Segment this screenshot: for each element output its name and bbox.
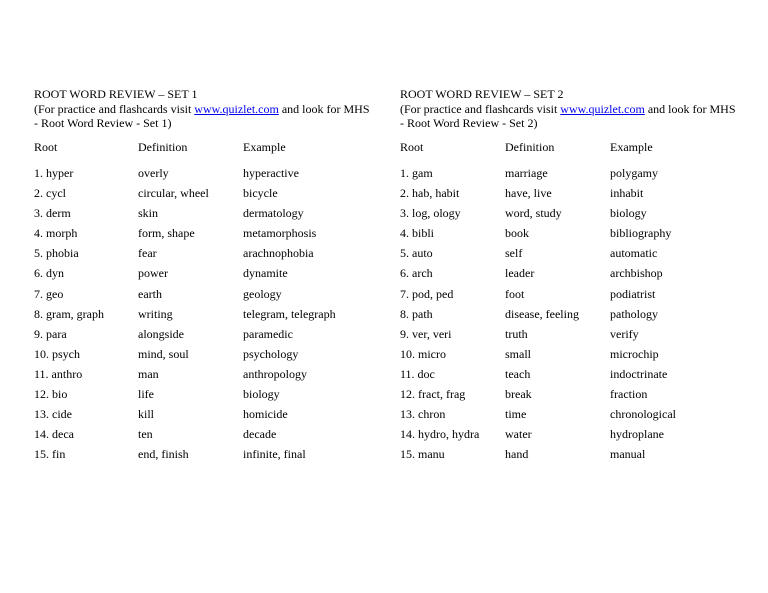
cell-definition: hand	[505, 447, 529, 462]
cell-root: 13. cide	[34, 407, 72, 422]
cell-example: podiatrist	[610, 286, 656, 301]
cell-definition: word, study	[505, 206, 562, 221]
cell-definition: form, shape	[138, 226, 195, 241]
cell-root: 13. chron	[400, 407, 446, 422]
set-2-note-line-2: - Root Word Review - Set 2)	[400, 116, 538, 130]
cell-definition: kill	[138, 407, 155, 422]
cell-definition: truth	[505, 326, 528, 341]
cell-example: anthropology	[243, 366, 307, 381]
cell-example: biology	[610, 206, 647, 221]
cell-example: hydroplane	[610, 427, 664, 442]
cell-example: infinite, final	[243, 447, 306, 462]
set-1-heading	[34, 87, 370, 131]
cell-example: bicycle	[243, 186, 278, 201]
cell-definition: circular, wheel	[138, 186, 209, 201]
set-2-title: ROOT WORD REVIEW – SET 2	[400, 87, 564, 101]
column-header-definition: Definition	[505, 140, 555, 154]
cell-root: 4. morph	[34, 226, 78, 241]
cell-root: 1. hyper	[34, 166, 74, 180]
set-2-section	[400, 87, 736, 462]
set-2-quizlet-link[interactable]: www.quizlet.com	[560, 101, 645, 116]
cell-root: 6. dyn	[34, 266, 64, 281]
cell-example: indoctrinate	[610, 366, 668, 381]
cell-example: geology	[243, 286, 282, 301]
cell-definition: power	[138, 266, 168, 281]
cell-example: fraction	[610, 387, 648, 402]
cell-example: dermatology	[243, 206, 304, 221]
cell-definition: writing	[138, 306, 173, 321]
cell-definition: leader	[505, 266, 535, 281]
cell-root: 14. deca	[34, 427, 74, 442]
cell-root: 7. pod, ped	[400, 286, 454, 301]
cell-definition: book	[505, 226, 529, 241]
cell-example: chronological	[610, 407, 676, 422]
cell-definition: have, live	[505, 186, 552, 201]
cell-definition: teach	[505, 366, 531, 381]
cell-definition: skin	[138, 206, 159, 221]
set-1-note	[34, 102, 370, 117]
cell-example: arachnophobia	[243, 246, 314, 261]
cell-definition: man	[138, 366, 159, 381]
cell-root: 9. ver, veri	[400, 326, 452, 341]
cell-example: microchip	[610, 346, 659, 361]
cell-definition: break	[505, 387, 532, 402]
cell-definition: life	[138, 387, 154, 402]
cell-definition: ten	[138, 427, 153, 442]
cell-example: archbishop	[610, 266, 663, 281]
cell-definition: disease, feeling	[505, 306, 579, 321]
cell-root: 12. bio	[34, 387, 68, 402]
set-2-note-prefix: (For practice and flashcards visit	[400, 101, 561, 116]
cell-root: 10. psych	[34, 346, 80, 361]
cell-example: polygamy	[610, 166, 658, 180]
set-2-heading	[400, 87, 736, 131]
cell-example: verify	[610, 326, 639, 341]
cell-root: 9. para	[34, 326, 67, 341]
cell-root: 8. gram, graph	[34, 306, 104, 321]
cell-definition: earth	[138, 286, 162, 301]
cell-definition: end, finish	[138, 447, 189, 462]
cell-definition: self	[505, 246, 523, 261]
cell-example: hyperactive	[243, 166, 299, 180]
cell-example: biology	[243, 387, 280, 402]
cell-example: inhabit	[610, 186, 644, 201]
set-1-note-suffix: and look for MHS	[278, 101, 370, 116]
cell-definition: alongside	[138, 326, 184, 341]
cell-root: 11. anthro	[34, 366, 83, 381]
cell-root: 4. bibli	[400, 226, 435, 241]
cell-example: pathology	[610, 306, 658, 321]
cell-definition: foot	[505, 286, 525, 301]
cell-root: 12. fract, frag	[400, 387, 466, 402]
cell-example: bibliography	[610, 226, 672, 241]
cell-example: dynamite	[243, 266, 288, 281]
cell-root: 2. cycl	[34, 186, 66, 201]
set-2-note-suffix: and look for MHS	[644, 101, 736, 116]
cell-definition: time	[505, 407, 527, 422]
column-header-root: Root	[400, 140, 424, 154]
cell-example: telegram, telegraph	[243, 306, 336, 321]
cell-root: 7. geo	[34, 286, 64, 301]
cell-root: 14. hydro, hydra	[400, 427, 480, 442]
cell-root: 15. manu	[400, 447, 445, 462]
cell-root: 11. doc	[400, 366, 435, 381]
cell-root: 15. fin	[34, 447, 66, 462]
cell-example: manual	[610, 447, 646, 462]
cell-root: 2. hab, habit	[400, 186, 460, 201]
column-header-definition: Definition	[138, 140, 188, 154]
set-2-note	[400, 102, 736, 117]
cell-definition: water	[505, 427, 532, 442]
cell-root: 5. phobia	[34, 246, 79, 261]
cell-root: 3. log, ology	[400, 206, 461, 221]
set-1-note-prefix: (For practice and flashcards visit	[34, 101, 195, 116]
cell-example: homicide	[243, 407, 288, 422]
cell-example: automatic	[610, 246, 658, 261]
column-header-root: Root	[34, 140, 58, 154]
cell-definition: fear	[138, 246, 157, 261]
cell-example: psychology	[243, 346, 299, 361]
cell-root: 3. derm	[34, 206, 71, 221]
set-1-title: ROOT WORD REVIEW – SET 1	[34, 87, 198, 101]
cell-definition: overly	[138, 166, 169, 180]
cell-example: metamorphosis	[243, 226, 317, 241]
column-header-example: Example	[610, 140, 653, 154]
set-1-section	[34, 87, 370, 462]
cell-root: 5. auto	[400, 246, 433, 261]
cell-example: paramedic	[243, 326, 293, 341]
cell-definition: marriage	[505, 166, 548, 180]
cell-root: 10. micro	[400, 346, 446, 361]
cell-definition: small	[505, 346, 531, 361]
cell-definition: mind, soul	[138, 346, 189, 361]
cell-example: decade	[243, 427, 277, 442]
cell-root: 1. gam	[400, 166, 433, 180]
cell-root: 8. path	[400, 306, 433, 321]
column-header-example: Example	[243, 140, 286, 154]
set-1-note-line-2: - Root Word Review - Set 1)	[34, 116, 172, 130]
cell-root: 6. arch	[400, 266, 433, 281]
set-1-quizlet-link[interactable]: www.quizlet.com	[194, 101, 279, 116]
